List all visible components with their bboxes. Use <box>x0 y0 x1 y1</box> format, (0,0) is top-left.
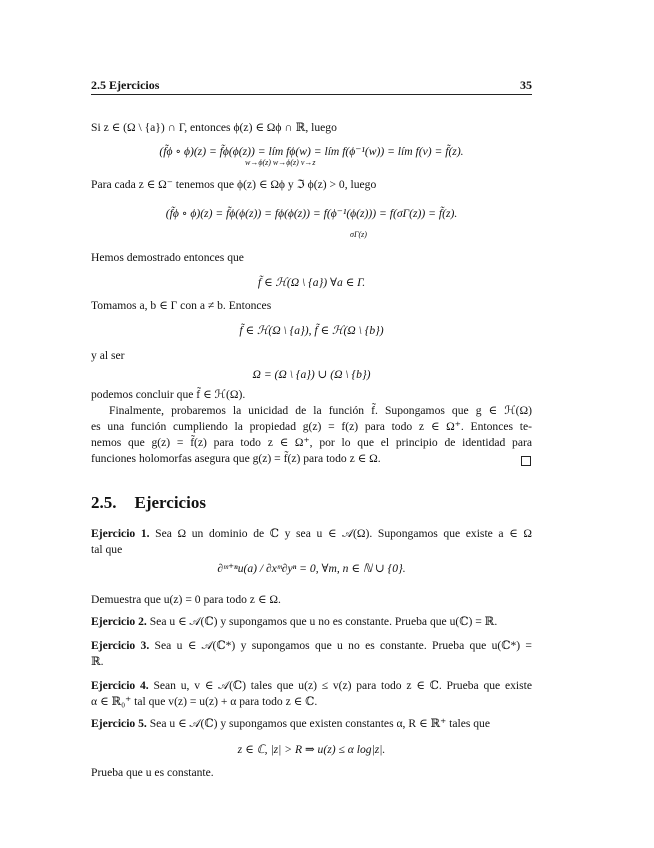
text-line: Prueba que u es constante. <box>91 766 214 779</box>
header-section-title: 2.5 Ejercicios <box>91 78 160 92</box>
exercise-2 <box>91 614 532 630</box>
exercise-label: Ejercicio 1. <box>91 527 150 540</box>
text-line: Para cada z ∈ Ω⁻ tenemos que ϕ(z) ∈ Ωϕ y ℑ ϕ(z) > 0, luego <box>91 178 377 191</box>
exercise-text: Sea u ∈ 𝒜(ℂ) y supongamos que existen constantes α, R ∈ ℝ⁺ tales que <box>149 717 490 730</box>
exercise-label: Ejercicio 5. <box>91 717 147 730</box>
exercise-4 <box>91 678 532 694</box>
text-line: Demuestra que u(z) = 0 para todo z ∈ Ω. <box>91 593 281 606</box>
exercise-text: Sea Ω un dominio de ℂ y sea u ∈ 𝒜(Ω). Supongamos que existe a ∈ Ω <box>155 527 532 540</box>
exercise-text: Sea u ∈ 𝒜(ℂ) y supongamos que u no es constante. Prueba que u(ℂ) = ℝ. <box>149 615 498 628</box>
exercise-1-equation: ∂ᵐ⁺ⁿu(a) / ∂xᵐ∂yⁿ = 0, ∀m, n ∈ ℕ ∪ {0}. <box>217 562 406 575</box>
running-header <box>91 78 532 95</box>
text-line: es una función cumpliendo la propiedad g(z) = f(z) para todo z ∈ Ω⁺. Entonces te- <box>91 420 532 433</box>
text-line: Si z ∈ (Ω \ {a}) ∩ Γ, entonces ϕ(z) ∈ Ωϕ ∩ ℝ, luego <box>91 121 337 134</box>
section-title: Ejercicios <box>134 493 206 512</box>
text-line: Hemos demostrado entonces que <box>91 251 244 264</box>
section-number: 2.5. <box>91 493 117 512</box>
exercise-label: Ejercicio 3. <box>91 639 150 652</box>
section-heading <box>91 493 206 513</box>
exercise-5-equation: z ∈ ℂ, |z| > R ⇒ u(z) ≤ α log|z|. <box>237 743 386 756</box>
qed-square-icon <box>521 456 531 466</box>
exercise-3 <box>91 638 532 654</box>
text-line: Tomamos a, b ∈ Γ con a ≠ b. Entonces <box>91 299 272 312</box>
equation-2: (f̃ϕ ∘ ϕ)(z) = f̃ϕ(ϕ(z)) = fϕ(ϕ(z)) = f(ϕ⁻¹(ϕ(z))) = f(σΓ(z)) = f̃(z). <box>165 207 458 220</box>
header-page-number: 35 <box>520 78 532 92</box>
equation-2-underbrace-label: σΓ(z) <box>350 230 367 239</box>
exercise-label: Ejercicio 2. <box>91 615 147 628</box>
equation-1: (f̃ϕ ∘ ϕ)(z) = f̃ϕ(ϕ(z)) = lím fϕ(w) = lím f(ϕ⁻¹(w)) = lím f(v) = f̃(z). <box>159 145 464 158</box>
text-line: funciones holomorfas asegura que g(z) = f̃(z) para todo z ∈ Ω. <box>91 452 381 465</box>
equation-4: f̃ ∈ ℋ(Ω \ {a}), f̃ ∈ ℋ(Ω \ {b}) <box>239 324 384 337</box>
equation-3: f̃ ∈ ℋ(Ω \ {a}) ∀a ∈ Γ. <box>257 276 366 289</box>
exercise-1 <box>91 526 532 542</box>
equation-1-subscripts: w→ϕ(z) w→ϕ(z) v→z <box>245 158 316 167</box>
equation-5: Ω = (Ω \ {a}) ∪ (Ω \ {b}) <box>252 368 371 381</box>
exercise-5 <box>91 716 532 732</box>
exercise-text: Sean u, v ∈ 𝒜(ℂ) tales que u(z) ≤ v(z) para todo z ∈ ℂ. Prueba que existe <box>153 679 532 692</box>
text-line: α ∈ ℝ₀⁺ tal que v(z) = u(z) + α para todo z ∈ ℂ. <box>91 695 318 708</box>
exercise-text: Sea u ∈ 𝒜(ℂ*) y supongamos que u no es constante. Prueba que u(ℂ*) = <box>154 639 532 652</box>
exercise-label: Ejercicio 4. <box>91 679 149 692</box>
text-line: y al ser <box>91 349 125 362</box>
text-line: nemos que g(z) = f̃(z) para todo z ∈ Ω⁺, por lo que el principio de identidad para <box>91 436 532 449</box>
text-line: Finalmente, probaremos la unicidad de la función f̃. Supongamos que g ∈ ℋ(Ω) <box>109 404 532 417</box>
text-line: podemos concluir que f̃ ∈ ℋ(Ω). <box>91 388 246 401</box>
text-line: tal que <box>91 543 123 556</box>
text-line: ℝ. <box>91 655 104 668</box>
